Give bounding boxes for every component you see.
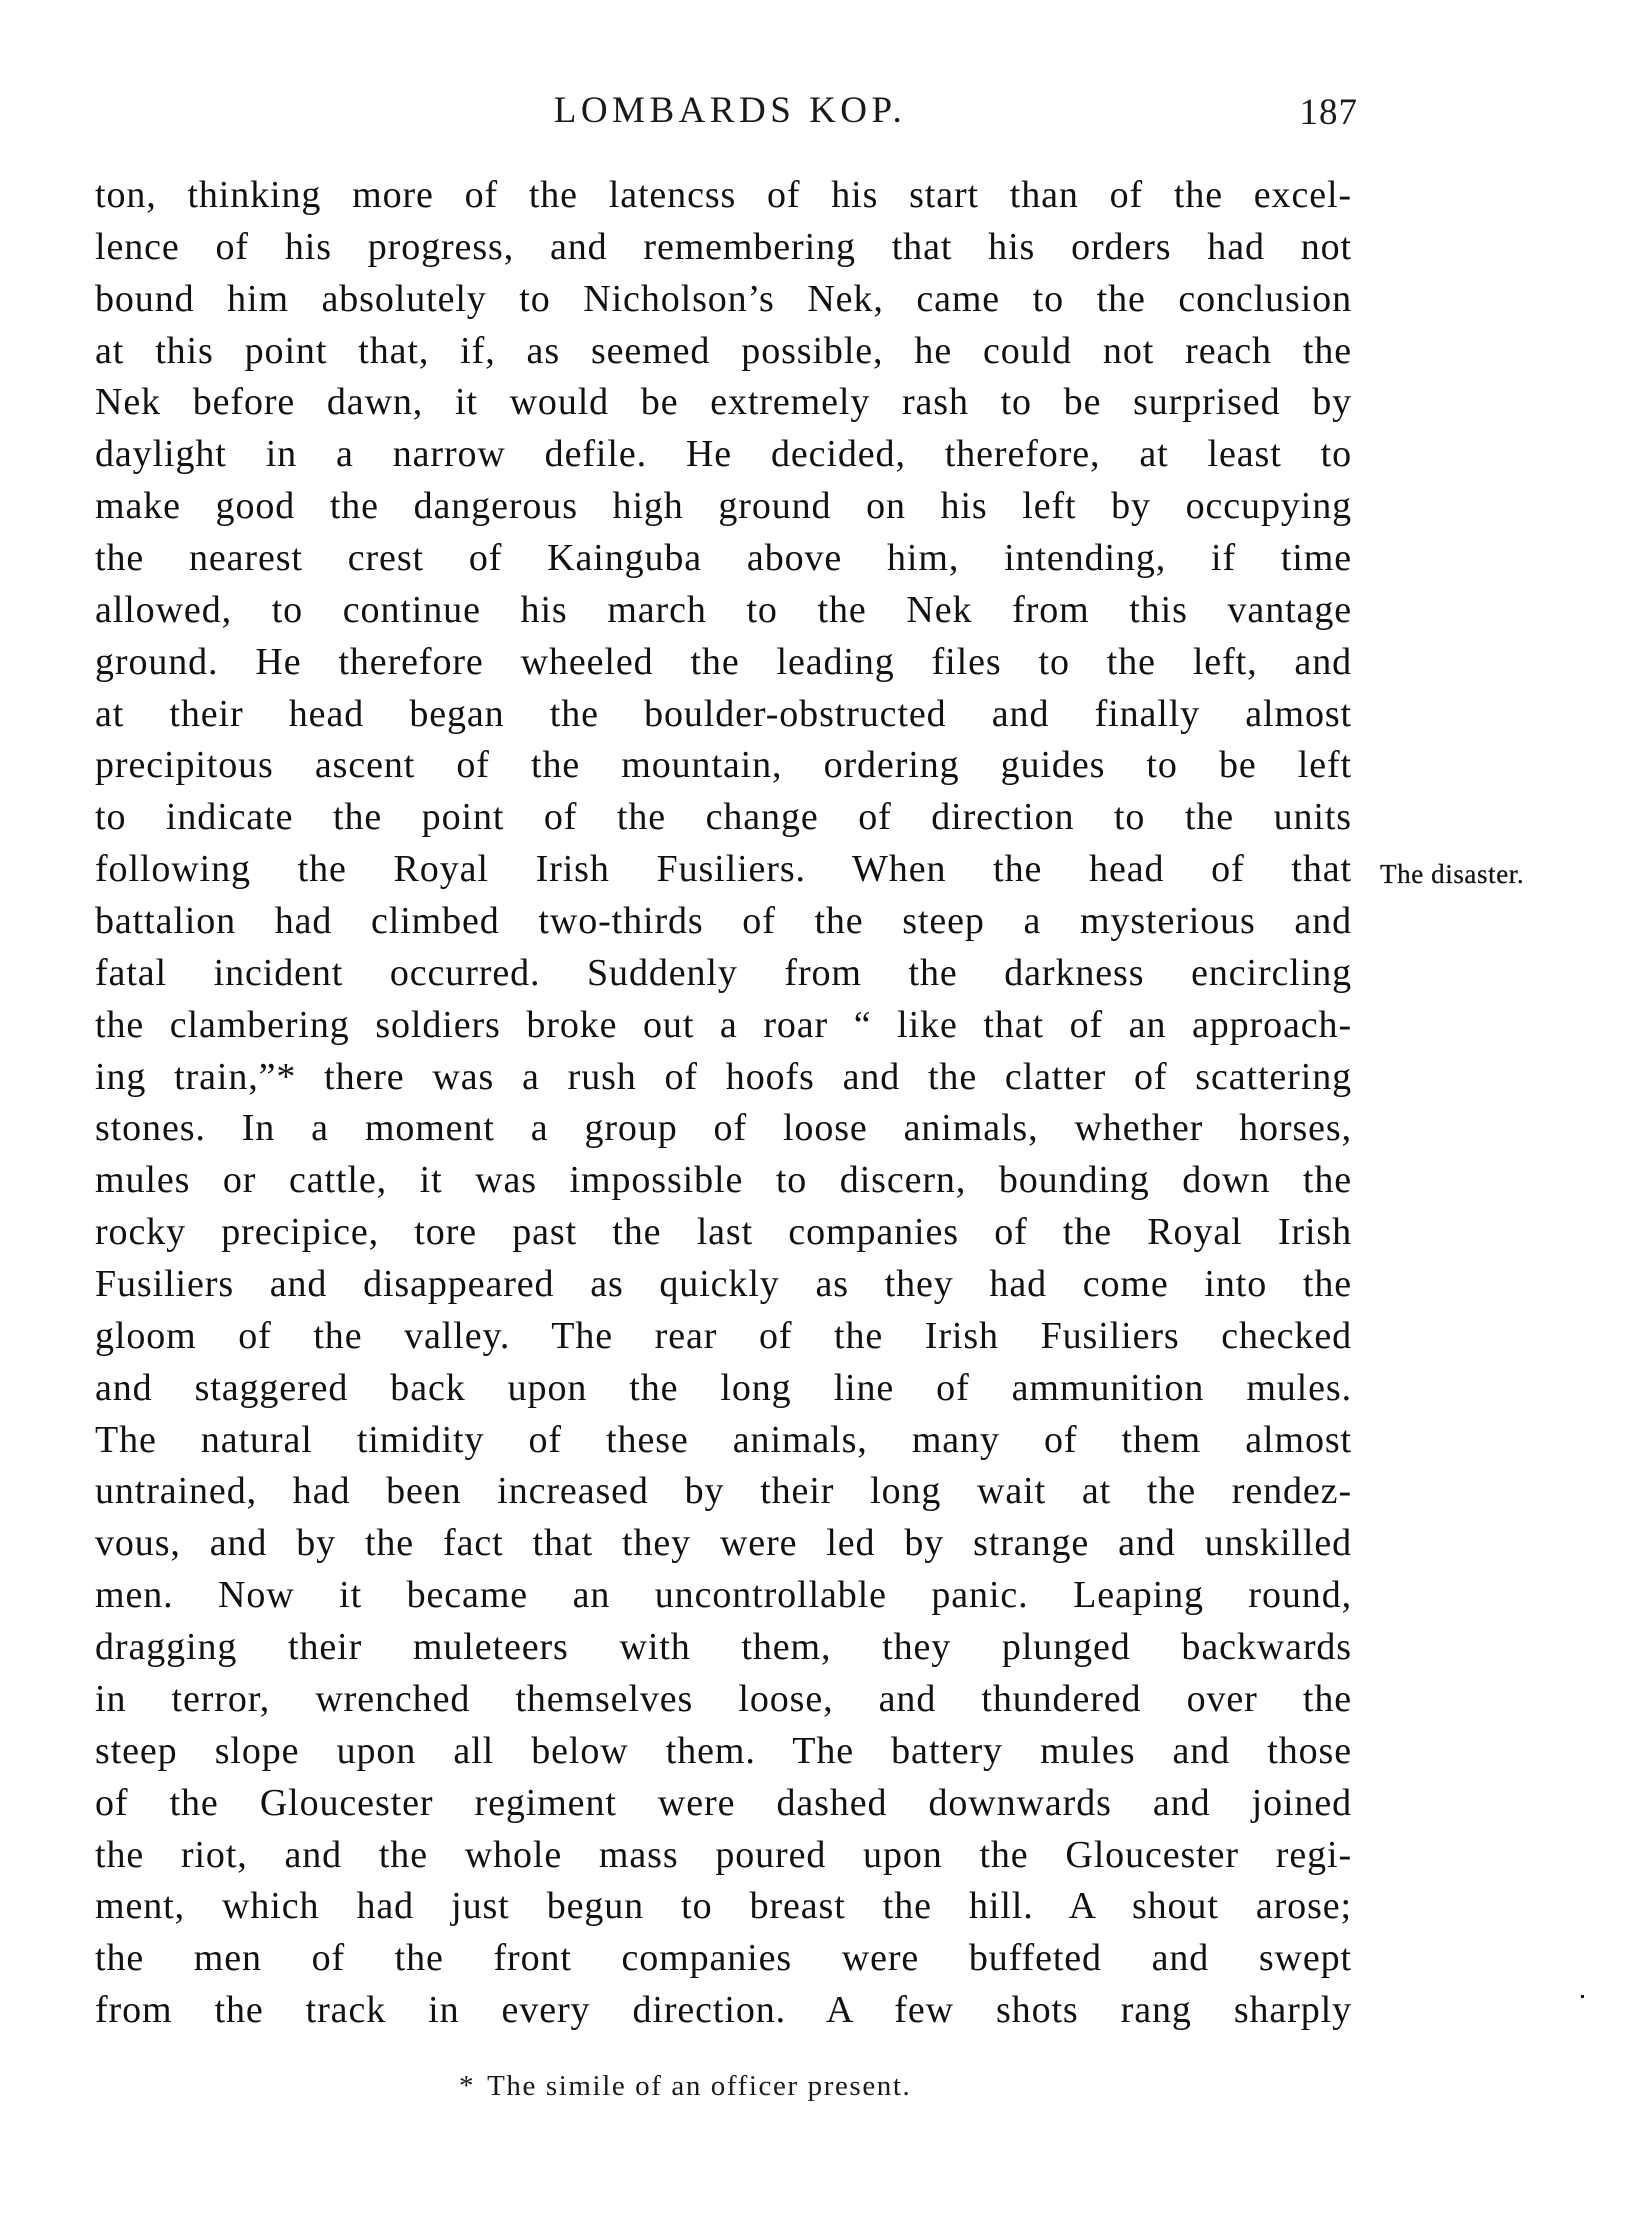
text-line: the clambering soldiers broke out a roar “ like that of an approach- bbox=[95, 1003, 1352, 1046]
text-line: battalion had climbed two-thirds of the steep a mysterious and bbox=[95, 900, 1352, 943]
chapter-title: LOMBARDS KOP. bbox=[553, 90, 907, 131]
text-line: following the Royal Irish Fusiliers. When the head of that bbox=[95, 848, 1352, 891]
text-line: ton, thinking more of the latencss of his start than of the excel- bbox=[95, 174, 1352, 216]
text-line: rocky precipice, tore past the last companies of the Royal Irish bbox=[95, 1211, 1352, 1254]
running-head bbox=[0, 86, 1648, 136]
text-line: men. Now it became an uncontrollable panic. Leaping round, bbox=[95, 1574, 1352, 1617]
text-line: ment, which had just begun to breast the hill. A shout arose; bbox=[95, 1885, 1352, 1928]
margin-note: The disaster. bbox=[1380, 859, 1525, 889]
text-line: daylight in a narrow defile. He decided, therefore, at least to bbox=[95, 433, 1352, 476]
text-line: to indicate the point of the change of direction to the units bbox=[95, 796, 1352, 839]
text-line: of the Gloucester regiment were dashed downwards and joined bbox=[95, 1781, 1352, 1824]
text-line: fatal incident occurred. Suddenly from the darkness encircling bbox=[95, 951, 1352, 994]
text-line: the men of the front companies were buffeted and swept bbox=[95, 1937, 1352, 1980]
text-line: precipitous ascent of the mountain, ordering guides to be left bbox=[95, 744, 1352, 787]
text-line: vous, and by the fact that they were led by strange and unskilled bbox=[95, 1522, 1352, 1565]
text-line: at their head began the boulder-obstructed and finally almost bbox=[95, 692, 1352, 735]
text-line: stones. In a moment a group of loose animals, whether horses, bbox=[95, 1107, 1352, 1150]
footnote bbox=[459, 2066, 1021, 2106]
text-line: ing train,”* there was a rush of hoofs and the clatter of scattering bbox=[95, 1055, 1352, 1098]
text-line: The natural timidity of these animals, many of them almost bbox=[95, 1418, 1352, 1461]
text-line: the riot, and the whole mass poured upon the Gloucester regi- bbox=[95, 1833, 1352, 1876]
text-line: Fusiliers and disappeared as quickly as they had come into the bbox=[95, 1263, 1352, 1306]
page-number: 187 bbox=[1299, 92, 1358, 133]
scan-speck bbox=[1581, 1995, 1584, 1998]
text-line: at this point that, if, as seemed possible, he could not reach the bbox=[95, 329, 1352, 372]
text-line: in terror, wrenched themselves loose, and thundered over the bbox=[95, 1677, 1352, 1720]
text-line: make good the dangerous high ground on his left by occupying bbox=[95, 485, 1352, 528]
text-line: gloom of the valley. The rear of the Irish Fusiliers checked bbox=[95, 1314, 1352, 1357]
text-line: lence of his progress, and remembering that his orders had not bbox=[95, 225, 1352, 268]
text-line: steep slope upon all below them. The battery mules and those bbox=[95, 1729, 1352, 1772]
text-line: from the track in every direction. A few shots rang sharply bbox=[95, 1989, 1352, 2032]
text-line: ground. He therefore wheeled the leading files to the left, and bbox=[95, 640, 1352, 683]
text-line: mules or cattle, it was impossible to discern, bounding down the bbox=[95, 1159, 1352, 1202]
text-line: and staggered back upon the long line of ammunition mules. bbox=[95, 1366, 1352, 1409]
text-line: the nearest crest of Kainguba above him, intending, if time bbox=[95, 537, 1352, 580]
text-line: dragging their muleteers with them, they plunged backwards bbox=[95, 1626, 1352, 1669]
text-line: untrained, had been increased by their long wait at the rendez- bbox=[95, 1470, 1352, 1513]
footnote-text: The simile of an officer present. bbox=[487, 2070, 912, 2102]
body-text bbox=[95, 170, 1352, 2037]
text-line: bound him absolutely to Nicholson’s Nek, came to the conclusion bbox=[95, 277, 1352, 320]
text-line: Nek before dawn, it would be extremely rash to be surprised by bbox=[95, 381, 1352, 424]
footnote-marker: * bbox=[459, 2070, 476, 2102]
text-line: allowed, to continue his march to the Nek from this vantage bbox=[95, 588, 1352, 631]
